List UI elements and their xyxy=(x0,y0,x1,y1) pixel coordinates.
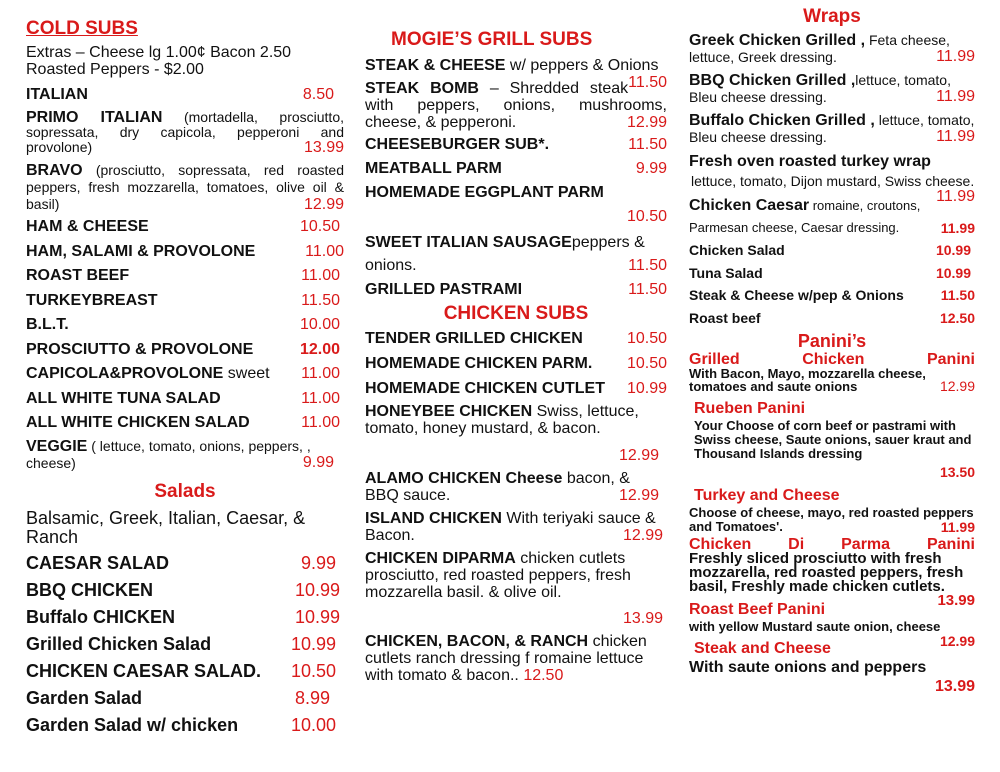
item-price: 12.99 xyxy=(618,447,659,464)
item-price: 12.00 xyxy=(299,340,340,358)
item-name: Chicken Salad xyxy=(689,242,785,258)
menu-item xyxy=(26,712,344,739)
item-desc: – Shredded steak with peppers, onions, mushrooms, cheese, & pepperoni. xyxy=(365,80,667,131)
item-desc: chicken cutlets ranch dressing f romaine lettuce with tomato & bacon.. xyxy=(365,633,647,684)
item-name: Roast Beef Panini xyxy=(689,601,826,618)
cold-subs-heading: COLD SUBS xyxy=(26,18,138,39)
item-name: Buffalo CHICKEN xyxy=(26,606,175,627)
item-price: 11.00 xyxy=(301,267,340,284)
column-right xyxy=(689,0,975,696)
item-price: 13.99 xyxy=(303,139,344,156)
item-price: 11.99 xyxy=(940,519,975,535)
item-name: STEAK BOMB xyxy=(365,80,479,97)
item-desc: romaine, croutons, Parmesan cheese, Caesar dressing. xyxy=(689,198,921,235)
menu-item xyxy=(26,577,344,604)
item-price: 11.99 xyxy=(940,220,975,236)
item-desc: Freshly sliced prosciutto with fresh mozzarella, red roasted peppers, fresh basil, Freshly made chicken cutlets. xyxy=(689,550,964,595)
item-name: Rueben Panini xyxy=(694,400,806,417)
item-price: 11.00 xyxy=(301,414,340,431)
paninis-heading: Panini’s xyxy=(797,331,867,351)
item-name: GRILLED PASTRAMI xyxy=(365,281,523,298)
item-price: 13.99 xyxy=(622,610,663,627)
item-name: Chicken Di Parma Panini xyxy=(689,536,975,553)
menu-item xyxy=(365,376,667,401)
menu-item xyxy=(689,112,975,145)
item-price: 13.99 xyxy=(937,592,975,609)
item-name: HOMEMADE CHICKEN CUTLET xyxy=(365,380,605,397)
item-name: Greek Chicken Grilled , xyxy=(689,32,866,49)
item-desc: sweet xyxy=(227,365,270,382)
item-desc: Choose of cheese, mayo, red roasted peppers and Tomatoes'. xyxy=(689,505,974,534)
menu-item xyxy=(26,362,344,387)
item-desc: chicken cutlets prosciutto, red roasted peppers, fresh mozzarella basil. & olive oil. xyxy=(365,550,631,601)
column-middle xyxy=(365,0,667,684)
menu-item xyxy=(26,387,344,412)
wraps-heading: Wraps xyxy=(803,6,861,27)
item-name: BBQ CHICKEN xyxy=(26,579,154,600)
item-price: 12.50 xyxy=(523,667,564,684)
column-left xyxy=(26,0,344,739)
item-name: CHICKEN CAESAR SALAD. xyxy=(26,660,262,681)
item-desc: Feta cheese, lettuce, Greek dressing. xyxy=(689,32,950,65)
menu-item xyxy=(365,326,667,351)
item-price: 9.99 xyxy=(300,552,336,573)
menu-item xyxy=(365,470,667,504)
menu-item xyxy=(365,80,667,131)
menu-item xyxy=(365,351,667,376)
menu-item xyxy=(689,352,975,393)
item-price: 11.50 xyxy=(940,287,975,303)
item-name: ROAST BEEF xyxy=(26,267,130,284)
item-name: Grilled Chicken Panini xyxy=(689,351,975,368)
item-desc: w/ peppers & Onions xyxy=(509,57,659,74)
item-price: 12.99 xyxy=(303,196,344,213)
menu-item xyxy=(689,639,975,696)
item-price: 10.99 xyxy=(935,264,971,281)
menu-item xyxy=(689,307,975,330)
item-name: CHEESEBURGER SUB*. xyxy=(365,136,550,153)
item-name: HAM & CHEESE xyxy=(26,218,149,235)
item-price: 10.50 xyxy=(626,208,667,225)
menu-item xyxy=(365,281,667,299)
item-price: 12.99 xyxy=(618,487,659,504)
item-price: 13.99 xyxy=(934,678,975,695)
item-name: CHICKEN, BACON, & RANCH xyxy=(365,633,589,650)
menu-item xyxy=(365,403,667,464)
menu-item xyxy=(689,32,975,65)
menu-item xyxy=(689,151,975,205)
cold-subs-extras: Extras – Cheese lg 1.00¢ Bacon 2.50 Roasted Peppers - $2.00 xyxy=(26,44,292,78)
item-price: 11.50 xyxy=(628,136,667,153)
item-name: CAESAR SALAD xyxy=(26,552,170,573)
menu-item xyxy=(689,195,975,239)
menu-item xyxy=(365,133,667,157)
item-price: 12.99 xyxy=(939,633,975,649)
menu-item xyxy=(689,284,975,307)
menu-item xyxy=(365,633,667,684)
grill-subs-heading: MOGIE’S GRILL SUBS xyxy=(391,29,593,50)
menu-item xyxy=(689,239,975,262)
menu-item xyxy=(26,313,344,338)
item-name: ALAMO CHICKEN Cheese xyxy=(365,470,563,487)
menu-item xyxy=(365,510,667,544)
item-name: HONEYBEE CHICKEN xyxy=(365,403,533,420)
item-price: 10.50 xyxy=(299,218,340,235)
menu-item xyxy=(26,338,344,363)
item-desc: With teriyaki sauce & Bacon. xyxy=(365,510,656,544)
item-name: CAPICOLA&PROVOLONE xyxy=(26,365,224,382)
item-name: TURKEYBREAST xyxy=(26,291,158,309)
menu-item xyxy=(26,658,344,685)
item-name: Steak and Cheese xyxy=(694,640,831,657)
salads-dressings: Balsamic, Greek, Italian, Caesar, & Ranch xyxy=(26,507,306,547)
menu-item xyxy=(26,550,344,577)
item-name: TENDER GRILLED CHICKEN xyxy=(365,330,583,347)
menu-item xyxy=(689,486,975,534)
item-price: 12.99 xyxy=(939,378,975,394)
item-price: 10.99 xyxy=(294,606,340,627)
item-name: Steak & Cheese w/pep & Onions xyxy=(689,287,904,303)
item-price: 9.99 xyxy=(635,160,667,177)
item-desc: lettuce, tomato, Bleu cheese dressing. xyxy=(689,72,951,105)
menu-item xyxy=(26,264,344,289)
item-name: Tuna Salad xyxy=(689,264,763,281)
menu-item xyxy=(26,685,344,712)
item-name: ALL WHITE TUNA SALAD xyxy=(26,389,221,407)
item-name: HOMEMADE CHICKEN PARM. xyxy=(365,355,593,372)
menu-item xyxy=(365,550,667,627)
item-price: 12.50 xyxy=(939,309,975,326)
item-price: 11.50 xyxy=(628,257,667,274)
item-price: 13.50 xyxy=(939,464,975,480)
item-price: 10.50 xyxy=(626,330,667,347)
item-name: ISLAND CHICKEN xyxy=(365,510,502,527)
item-name: Chicken Caesar xyxy=(689,197,810,214)
menu-item xyxy=(689,262,975,285)
item-name: SWEET ITALIAN SAUSAGE xyxy=(365,234,572,251)
item-price: 10.00 xyxy=(290,714,336,735)
menu-item xyxy=(26,631,344,658)
item-desc: Swiss, lettuce, tomato, honey mustard, & bacon. xyxy=(365,403,639,437)
item-name: PROSCIUTTO & PROVOLONE xyxy=(26,340,254,358)
item-name: Garden Salad w/ chicken xyxy=(26,714,239,735)
item-name: VEGGIE xyxy=(26,437,88,455)
item-desc: With saute onions and peppers xyxy=(689,659,927,676)
menu-item xyxy=(26,604,344,631)
item-name: HOMEMADE EGGPLANT PARM xyxy=(365,184,604,201)
item-name: BRAVO xyxy=(26,162,83,179)
item-desc: Your Choose of corn beef or pastrami with Swiss cheese, Saute onions, sauer kraut and Thousand Islands dressing xyxy=(694,418,972,461)
menu-item xyxy=(365,231,667,277)
item-name: STEAK & CHEESE xyxy=(365,57,506,74)
menu-item xyxy=(26,110,344,155)
item-name: PRIMO ITALIAN xyxy=(26,109,163,126)
chicken-subs-heading: CHICKEN SUBS xyxy=(443,303,589,324)
item-name: Garden Salad xyxy=(26,687,143,708)
item-price: 11.99 xyxy=(936,88,975,105)
menu-item xyxy=(365,181,667,205)
item-price: 8.50 xyxy=(302,86,334,103)
item-desc: lettuce, tomato, Bleu cheese dressing. xyxy=(689,112,975,145)
item-desc: peppers & onions. xyxy=(365,234,645,274)
menu-item xyxy=(689,536,975,609)
item-price: 10.50 xyxy=(626,355,667,372)
item-price: 10.99 xyxy=(935,242,971,258)
item-price: 10.50 xyxy=(290,660,336,681)
item-name: Roast beef xyxy=(689,309,761,326)
item-price: 11.99 xyxy=(936,48,975,65)
item-price: 11.99 xyxy=(936,188,975,205)
menu-item xyxy=(26,215,344,240)
item-price: 11.00 xyxy=(301,365,340,382)
item-name: B.L.T. xyxy=(26,316,69,333)
item-name: ALL WHITE CHICKEN SALAD xyxy=(26,414,250,431)
menu-item xyxy=(26,289,344,314)
item-desc: ( lettuce, tomato, onions, peppers, , cheese) xyxy=(26,437,311,471)
item-name: HAM, SALAMI & PROVOLONE xyxy=(26,242,256,260)
item-desc: (prosciutto, sopressata, red roasted peppers, fresh mozzarella, tomatoes, olive oil & basil) xyxy=(26,162,344,212)
item-price: 10.00 xyxy=(299,316,340,333)
menu-item xyxy=(26,86,344,104)
item-name: MEATBALL PARM xyxy=(365,160,502,177)
item-price: 12.99 xyxy=(626,114,667,131)
item-price: 10.99 xyxy=(290,633,336,654)
item-desc: with yellow Mustard saute onion, cheese xyxy=(689,619,941,634)
menu-item xyxy=(26,438,344,471)
menu-item xyxy=(26,240,344,265)
item-price: 8.99 xyxy=(294,687,330,708)
item-price: 10.99 xyxy=(626,380,667,397)
item-price: 9.99 xyxy=(302,453,334,471)
item-desc: With Bacon, Mayo, mozzarella cheese, tomatoes and saute onions xyxy=(689,366,926,394)
item-desc: lettuce, tomato, Dijon mustard, Swiss cheese. xyxy=(691,173,975,189)
item-price: 11.00 xyxy=(301,389,340,407)
item-name: Buffalo Chicken Grilled , xyxy=(689,112,875,129)
menu-item xyxy=(689,399,975,480)
menu-item xyxy=(26,411,344,436)
item-price: 11.50 xyxy=(301,291,340,309)
item-name: Turkey and Cheese xyxy=(694,487,840,504)
menu-item xyxy=(26,162,344,213)
menu-item xyxy=(689,72,975,105)
item-desc: bacon, & BBQ sauce. xyxy=(365,470,630,504)
item-name: Fresh oven roasted turkey wrap xyxy=(689,153,931,170)
item-price: 11.00 xyxy=(305,242,344,260)
item-name: BBQ Chicken Grilled , xyxy=(689,72,856,89)
salads-heading: Salads xyxy=(154,480,216,502)
item-price: 11.50 xyxy=(628,74,667,91)
item-desc: (mortadella, prosciutto, sopressata, dry capicola, pepperoni and provolone) xyxy=(26,109,344,155)
item-price: 11.50 xyxy=(628,281,667,298)
item-price: 11.99 xyxy=(936,128,975,145)
item-price: 10.99 xyxy=(294,579,340,600)
item-name: CHICKEN DIPARMA xyxy=(365,550,516,567)
item-name: ITALIAN xyxy=(26,86,88,103)
item-name: Grilled Chicken Salad xyxy=(26,633,212,654)
menu-item xyxy=(365,157,667,181)
item-price: 12.99 xyxy=(622,527,663,544)
